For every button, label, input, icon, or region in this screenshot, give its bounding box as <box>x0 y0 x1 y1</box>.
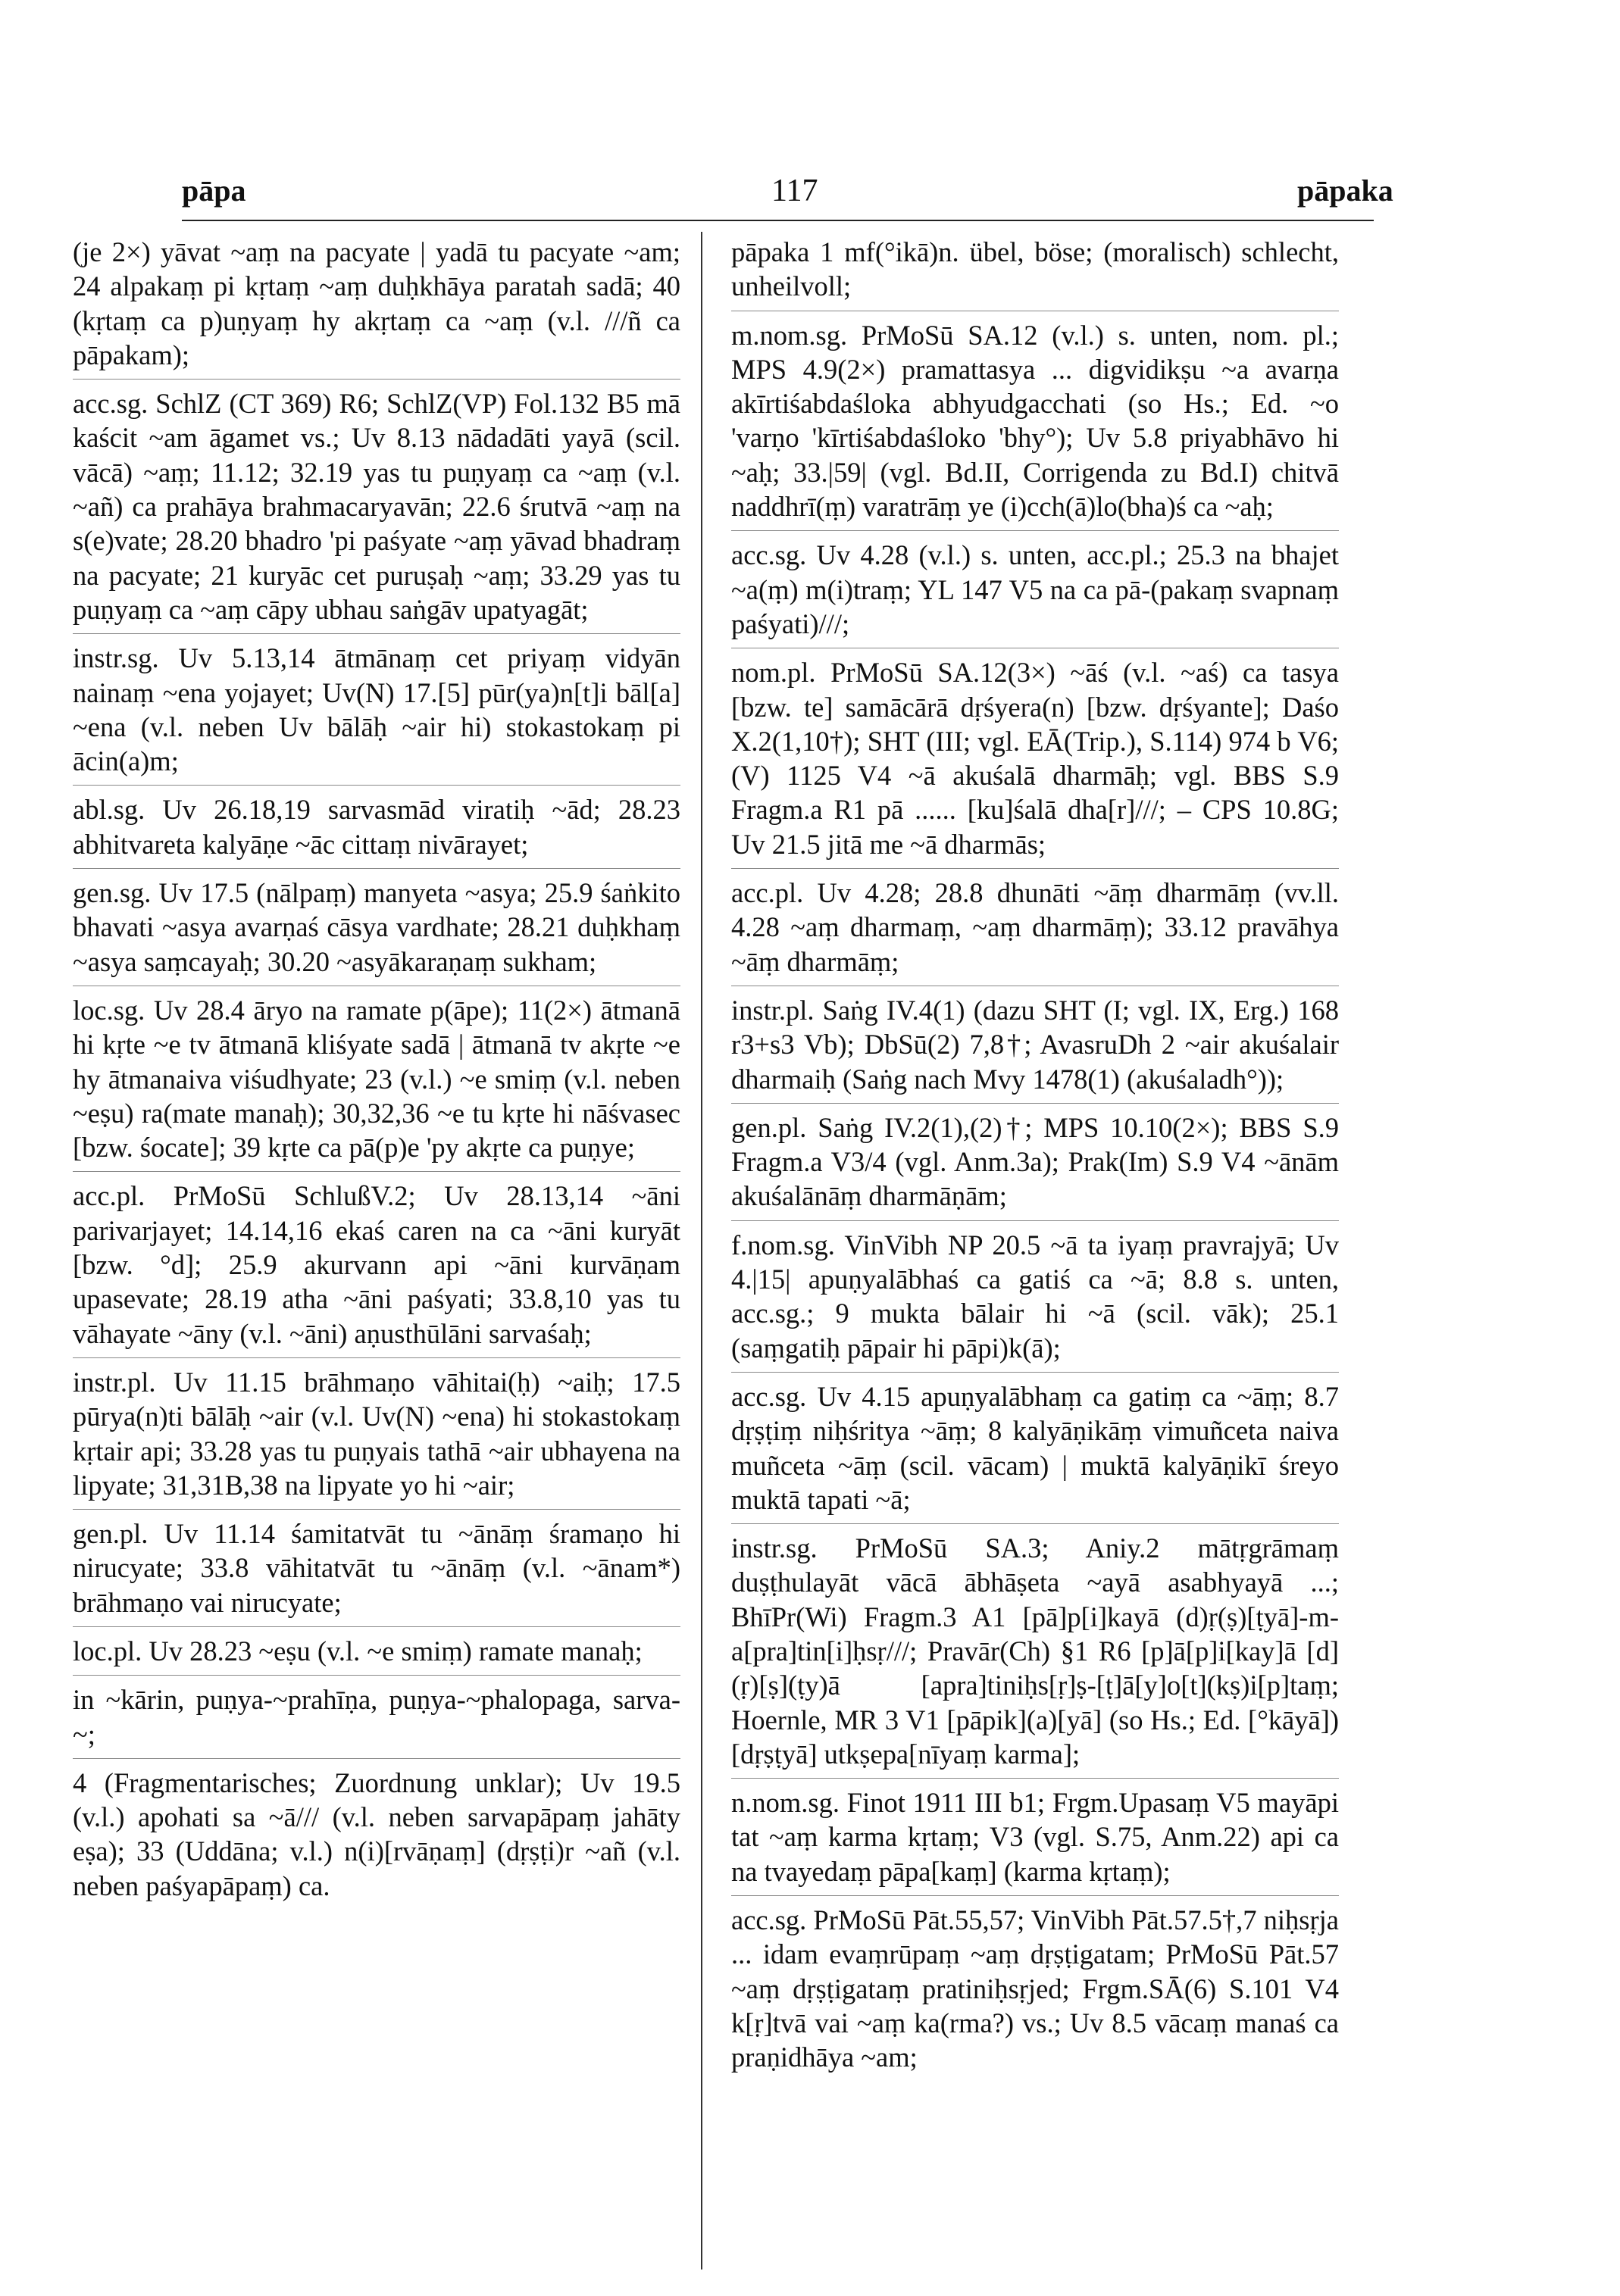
entry-paragraph: loc.pl. Uv 28.23 ~eṣu (v.l. ~e smiṃ) ramate manaḥ; <box>73 1634 680 1676</box>
entry-paragraph: instr.sg. Uv 5.13,14 ātmānaṃ cet priyaṃ vidyān nainaṃ ~ena yojayet; Uv(N) 17.[5] pūr(ya)n[t]i bāl[a] ~ena (v.l. neben Uv bālāḥ ~air hi) stokastokaṃ pi ācin(a)m; <box>73 641 680 786</box>
entry-paragraph: acc.pl. Uv 4.28; 28.8 dhunāti ~āṃ dharmāṃ (vv.ll. 4.28 ~aṃ dharmaṃ, ~aṃ dharmāṃ); 33.12 pravāhya ~āṃ dharmāṃ; <box>731 876 1339 986</box>
column-divider <box>701 232 702 2269</box>
page-number: 117 <box>771 173 818 208</box>
entry-paragraph: acc.sg. Uv 4.28 (v.l.) s. unten, acc.pl.; 25.3 na bhajet ~a(ṃ) m(i)traṃ; YL 147 V5 na ca pā-(pakaṃ svapnaṃ paśyati)///; <box>731 538 1339 648</box>
header-rule <box>182 220 1374 221</box>
entry-paragraph: acc.pl. PrMoSū SchlußV.2; Uv 28.13,14 ~āni parivarjayet; 14.14,16 ekaś caren na ca ~āni kuryāt [bzw. °d]; 25.9 akurvann api ~āni kurvāṇam upasevate; 28.19 atha ~āni paśyati; 33.8,10 yas tu vāhayate ~āny (v.l. ~āni) aṇusthūlāni sarvaśaḥ; <box>73 1179 680 1357</box>
entry-paragraph: nom.pl. PrMoSū SA.12(3×) ~āś (v.l. ~aś) ca tasya [bzw. te] samācārā dṛśyera(n) [bzw. dṛśyante]; Daśo X.2(1,10†); SHT (III; vgl. EĀ(Trip.), S.114) 974 b V6; (V) 1125 V4 ~ā akuśalā dharmāḥ; vgl. BBS S.9 Fragm.a R1 pā ...... [ku]śalā dha[r]///; – CPS 10.8G; Uv 21.5 jitā me ~ā dharmās; <box>731 655 1339 869</box>
entry-paragraph: gen.pl. Saṅg IV.2(1),(2)†; MPS 10.10(2×); BBS S.9 Fragm.a V3/4 (vgl. Anm.3a); Prak(Im) S.9 V4 ~ānām akuśalānāṃ dharmāṇām; <box>731 1111 1339 1221</box>
running-head-left: pāpa <box>182 173 246 208</box>
entry-paragraph: instr.pl. Uv 11.15 brāhmaṇo vāhitai(ḥ) ~aiḥ; 17.5 pūrya(n)ti bālāḥ ~air (v.l. Uv(N) ~ena) hi stokastokaṃ kṛtair api; 33.28 yas tu puṇyais tathā ~air ubhayena na lipyate; 31,31B,38 na lipyate yo hi ~air; <box>73 1365 680 1510</box>
entry-paragraph: abl.sg. Uv 26.18,19 sarvasmād viratiḥ ~ād; 28.23 abhitvareta kalyāṇe ~āc cittaṃ nivārayet; <box>73 792 680 869</box>
left-column <box>73 235 680 1916</box>
entry-paragraph: instr.pl. Saṅg IV.4(1) (dazu SHT (I; vgl. IX, Erg.) 168 r3+s3 Vb); DbSū(2) 7,8†; AvasruDh 2 ~air akuśalair dharmaiḥ (Saṅg nach Mvy 1478(1) (akuśaladh°)); <box>731 993 1339 1104</box>
entry-paragraph: loc.sg. Uv 28.4 āryo na ramate p(āpe); 11(2×) ātmanā hi kṛte ~e tv ātmanā kliśyate sadā | ātmanā tv akṛte ~e hy ātmanaiva viśudhyate; 23 (v.l.) ~e smiṃ (v.l. neben ~eṣu) ra(mate manaḥ); 30,32,36 ~e tu kṛte hi nāśvasec [bzw. śocate]; 39 kṛte ca pā(p)e 'py akṛte ca puṇye; <box>73 993 680 1172</box>
entry-paragraph: acc.sg. PrMoSū Pāt.55,57; VinVibh Pāt.57.5†,7 niḥsṛja ... idam evaṃrūpaṃ ~aṃ dṛṣṭigatam; PrMoSū Pāt.57 ~aṃ dṛṣṭigataṃ pratiniḥsṛjed; Frgm.SĀ(6) S.101 V4 k[ṛ]tvā vai ~aṃ ka(rma?) vs.; Uv 8.5 vācaṃ manaś ca praṇidhāya ~am; <box>731 1904 1339 2073</box>
entry-paragraph: gen.pl. Uv 11.14 śamitatvāt tu ~ānāṃ śramaṇo hi nirucyate; 33.8 vāhitatvāt tu ~ānāṃ (v.l. ~ānam*) brāhmaṇo vai nirucyate; <box>73 1517 680 1627</box>
entry-paragraph: f.nom.sg. VinVibh NP 20.5 ~ā ta iyaṃ pravrajyā; Uv 4.|15| apuṇyalābhaś ca gatiś ca ~ā; 8.8 s. unten, acc.sg.; 9 mukta bālair hi ~ā (scil. vāk); 25.1 (saṃgatiḥ pāpair hi pāpi)k(ā); <box>731 1228 1339 1373</box>
running-head-right: pāpaka <box>1297 173 1393 208</box>
entry-paragraph: pāpaka 1 mf(°ikā)n. übel, böse; (moralisch) schlecht, unheilvoll; <box>731 235 1339 311</box>
entry-paragraph: gen.sg. Uv 17.5 (nālpaṃ) manyeta ~asya; 25.9 śaṅkito bhavati ~asya avarṇaś cāsya vardhate; 28.21 duḥkhaṃ ~asya saṃcayaḥ; 30.20 ~asyākaraṇaṃ sukham; <box>73 876 680 986</box>
entry-paragraph: m.nom.sg. PrMoSū SA.12 (v.l.) s. unten, nom. pl.; MPS 4.9(2×) pramattasya ... digvidikṣu ~a avarṇa akīrtiśabdaśloka abhyudgacchati (so Hs.; Ed. ~o 'varṇo 'kīrtiśabdaśloko 'bhy°); Uv 5.8 priyabhāvo hi ~aḥ; 33.|59| (vgl. Bd.II, Corrigenda zu Bd.I) chitvā naddhrī(ṃ) varatrāṃ ye (i)cch(ā)lo(bha)ś ca ~aḥ; <box>731 318 1339 532</box>
entry-paragraph: instr.sg. PrMoSū SA.3; Aniy.2 mātṛgrāmaṃ duṣṭhulayāt vācā ābhāṣeta ~ayā asabhyayā ...; BhīPr(Wi) Fragm.3 A1 [pā]p[i]kayā (d)ṛ(ṣ)[ṭyā]-m-a[pra]tin[i]ḥsṛ///; Pravār(Ch) §1 R6 [p]ā[p]i[kay]ā [d](ṛ)[ṣ](ṭy)ā [apra]tiniḥs[ṛ]ṣ-[ṭ]ā[y]o[t](kṣ)i[p]taṃ; Hoernle, MR 3 V1 [pāpik](a)[yā] (so Hs.; Ed. [°kāyā]) [dṛṣṭyā] utkṣepa[nīyaṃ karma]; <box>731 1531 1339 1779</box>
entry-paragraph: 4 (Fragmentarisches; Zuordnung unklar); Uv 19.5 (v.l.) apohati sa ~ā/// (v.l. neben sarvapāpaṃ jahāty eṣa); 33 (Uddāna; v.l.) n(i)[rvāṇaṃ] (dṛṣṭi)r ~añ (v.l. neben paśyapāpaṃ) ca. <box>73 1767 680 1901</box>
entry-paragraph: acc.sg. Uv 4.15 apuṇyalābhaṃ ca gatiṃ ca ~āṃ; 8.7 dṛṣṭiṃ niḥśritya ~āṃ; 8 kalyāṇikāṃ vimuñceta naiva muñceta ~āṃ (scil. vācam) | muktā kalyāṇikī śreyo muktā tapati ~ā; <box>731 1379 1339 1524</box>
entry-paragraph: (je 2×) yāvat ~aṃ na pacyate | yadā tu pacyate ~am; 24 alpakaṃ pi kṛtaṃ ~aṃ duḥkhāya paratah sadā; 40 (kṛtaṃ ca p)uṇyaṃ hy akṛtaṃ ca ~aṃ (v.l. ///ñ ca pāpakam); <box>73 235 680 380</box>
right-column <box>731 235 1339 2088</box>
entry-paragraph: acc.sg. SchlZ (CT 369) R6; SchlZ(VP) Fol.132 B5 mā kaścit ~am āgamet vs.; Uv 8.13 nādadāti yayā (scil. vācā) ~aṃ; 11.12; 32.19 yas tu puṇyaṃ ca ~aṃ (v.l. ~añ) ca prahāya brahmacaryavān; 22.6 śrutvā ~aṃ na s(e)vate; 28.20 bhadro 'pi paśyate ~aṃ yāvad bhadraṃ na pacyate; 21 kuryāc cet puruṣaḥ ~aṃ; 33.29 yas tu puṇyaṃ ca ~aṃ cāpy ubhau saṅgāv upatyagāt; <box>73 386 680 634</box>
entry-paragraph: in ~kārin, puṇya-~prahīṇa, puṇya-~phalopaga, sarva-~; <box>73 1682 680 1759</box>
entry-paragraph: n.nom.sg. Finot 1911 III b1; Frgm.Upasaṃ V5 mayāpi tat ~aṃ karma kṛtaṃ; V3 (vgl. S.75, Anm.22) api ca na tvayedaṃ pāpa[kaṃ] (karma kṛtaṃ); <box>731 1785 1339 1896</box>
